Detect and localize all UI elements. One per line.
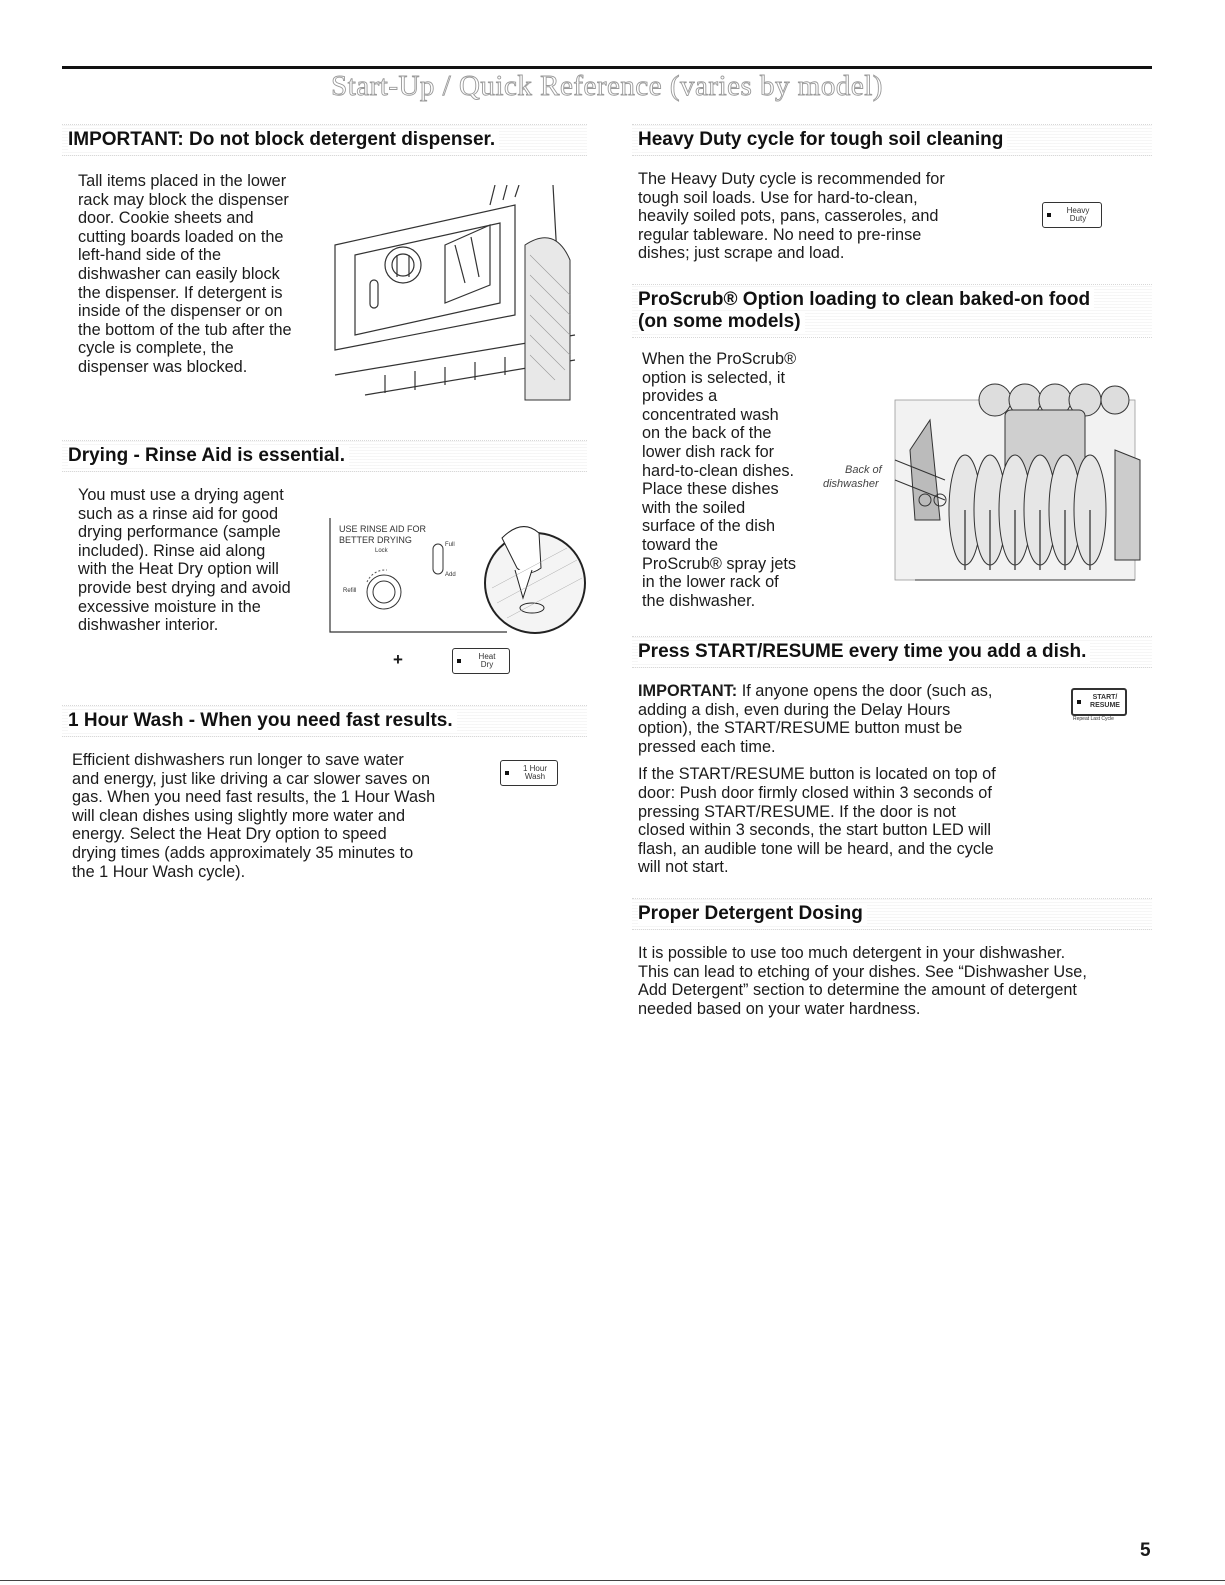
text-line: dispenser was blocked. [78, 357, 248, 376]
refill-label: Refill [343, 588, 357, 594]
text-line: cutting boards loaded on the [78, 227, 284, 246]
text-line: toward the [642, 535, 719, 554]
section-hour-wash [62, 705, 587, 881]
section-body [638, 944, 1148, 1018]
text-line: heavily soiled pots, pans, casseroles, and [638, 207, 939, 226]
button-label-line: 1 Hour [522, 764, 547, 773]
led-icon [1077, 700, 1081, 704]
text-line: with the Heat Dry option will [78, 560, 279, 579]
text-run: If anyone opens the door (such as, [737, 682, 993, 700]
text-line: the 1 Hour Wash cycle). [72, 862, 246, 881]
dispenser-label-2: BETTER DRYING [339, 535, 412, 545]
text-line: inside of the dispenser or on [78, 302, 283, 321]
text-line: drying performance (sample [78, 523, 281, 542]
text-line: option is selected, it [642, 368, 785, 387]
text-line: needed based on your water hardness. [638, 999, 921, 1018]
figure-caption-line: Back of [845, 464, 882, 476]
button-label-line: Duty [1069, 214, 1087, 223]
important-label: IMPORTANT: [638, 682, 738, 700]
text-line: adding a dish, even during the Delay Hours [638, 700, 951, 719]
section-body [78, 172, 328, 377]
section-body [638, 682, 1038, 877]
text-line: Add Detergent” section to determine the amount of detergent [638, 981, 1077, 1000]
plus-sign: + [393, 650, 403, 669]
paragraph [638, 682, 1038, 756]
add-label: Add [445, 572, 456, 578]
text-line: flash, an audible tone will be heard, and the cycle [638, 839, 994, 858]
text-line: ProScrub® spray jets [642, 554, 797, 573]
section-heavy-duty [632, 124, 1152, 263]
text-line: Efficient dishwashers run longer to save water [72, 751, 404, 769]
text-line: the dispenser. If detergent is [78, 283, 283, 302]
button-label-line: RESUME [1090, 702, 1120, 709]
text-line: lower dish rack for [642, 442, 775, 461]
text-line: rack may block the dispenser [78, 190, 289, 209]
text-line: concentrated wash [642, 405, 779, 424]
text-line: pressed each time. [638, 737, 776, 756]
text-line: This can lead to etching of your dishes. See “Dishwasher Use, [638, 962, 1087, 981]
button-label-line: Heat [478, 652, 496, 661]
text-line: It is possible to use too much detergent in your dishwasher. [638, 944, 1066, 962]
button-label-line: Wash [524, 772, 546, 781]
section-heading: Press START/RESUME every time you add a dish. [632, 636, 1152, 668]
text-line: Place these dishes [642, 480, 779, 499]
text-line: will not start. [638, 858, 729, 877]
text-line: dishwasher can easily block [78, 264, 280, 283]
section-start-resume [632, 636, 1152, 886]
text-line: surface of the dish [642, 517, 776, 536]
one-hour-wash-button-icon [500, 760, 558, 786]
proscrub-rack-illustration [815, 360, 1150, 585]
text-line: option), the START/RESUME button must be [638, 719, 963, 738]
text-line: dishwasher interior. [78, 616, 219, 635]
section-body [642, 350, 817, 610]
button-label-line: Heavy [1066, 206, 1090, 215]
led-icon [1047, 213, 1051, 217]
led-icon [457, 659, 461, 663]
text-line: and energy, just like driving a car slower saves on [72, 769, 431, 788]
dispenser-label-1: USE RINSE AID FOR [339, 524, 427, 534]
text-line: gas. When you need fast results, the 1 Hour Wash [72, 788, 436, 807]
section-heading [632, 284, 1152, 338]
section-body [78, 486, 328, 635]
text-line: Tall items placed in the lower [78, 172, 287, 190]
paragraph [638, 765, 1038, 877]
text-line: with the soiled [642, 498, 746, 517]
section-heading: Drying - Rinse Aid is essential. [62, 440, 587, 472]
text-line: provides a [642, 387, 718, 406]
heavy-duty-button-icon [1042, 202, 1102, 228]
text-line: tough soil loads. Use for hard-to-clean, [638, 188, 918, 207]
start-resume-button-icon [1071, 688, 1127, 716]
section-heading: IMPORTANT: Do not block detergent dispenser. [62, 124, 587, 156]
text-line: the dishwasher. [642, 591, 756, 610]
text-line: cycle is complete, the [78, 339, 234, 358]
text-line: pressing START/RESUME. If the door is not [638, 802, 956, 821]
text-line: provide best drying and avoid [78, 578, 291, 597]
lock-label: Lock [375, 548, 388, 554]
text-line: hard-to-clean dishes. [642, 461, 795, 480]
section-heading: 1 Hour Wash - When you need fast results. [62, 705, 587, 737]
page-number: 5 [1140, 1540, 1151, 1561]
text-line: such as a rinse aid for good [78, 504, 279, 523]
dispenser-illustration [325, 185, 585, 405]
text-line: excessive moisture in the [78, 597, 261, 616]
button-label-line: START/ [1092, 694, 1118, 701]
text-line: When the ProScrub® [642, 350, 797, 368]
heading-line: ProScrub® Option loading to clean baked-on food [638, 289, 1094, 310]
page-title: Start-Up / Quick Reference (varies by model) [331, 70, 883, 102]
full-label: Full [445, 542, 455, 548]
figure-caption-line: dishwasher [823, 478, 879, 490]
text-line: drying times (adds approximately 35 minutes to [72, 843, 414, 862]
text-line: You must use a drying agent [78, 486, 284, 504]
section-heading: Heavy Duty cycle for tough soil cleaning [632, 124, 1152, 156]
rinse-aid-illustration [327, 508, 589, 638]
text-line: the bottom of the tub after the [78, 320, 292, 339]
section-body [72, 751, 492, 881]
heading-line: (on some models) [638, 311, 805, 332]
text-line: door. Cookie sheets and [78, 209, 254, 228]
text-line: The Heavy Duty cycle is recommended for [638, 170, 945, 188]
text-line: dishes; just scrape and load. [638, 244, 845, 263]
bottom-rule [0, 1580, 1225, 1581]
repeat-last-cycle-label: Repeat Last Cycle [1073, 716, 1114, 722]
section-body [638, 170, 1008, 263]
text-line: door: Push door firmly closed within 3 seconds of [638, 783, 992, 802]
text-line: will clean dishes using slightly more water and [72, 806, 406, 825]
text-line: on the back of the [642, 424, 772, 443]
top-rule [62, 66, 1152, 69]
text-line: energy. Select the Heat Dry option to speed [72, 825, 387, 844]
text-line: If the START/RESUME button is located on top of [638, 765, 996, 784]
text-line: regular tableware. No need to pre-rinse [638, 225, 922, 244]
heat-dry-button-icon [452, 648, 510, 674]
button-label-line: Dry [480, 660, 494, 669]
text-line: in the lower rack of [642, 573, 779, 592]
section-heading: Proper Detergent Dosing [632, 898, 1152, 930]
text-line: closed within 3 seconds, the start button LED will [638, 821, 991, 840]
text-line: left-hand side of the [78, 246, 222, 265]
led-icon [505, 771, 509, 775]
section-detergent-dosing [632, 898, 1152, 1018]
text-line: included). Rinse aid along [78, 541, 266, 560]
